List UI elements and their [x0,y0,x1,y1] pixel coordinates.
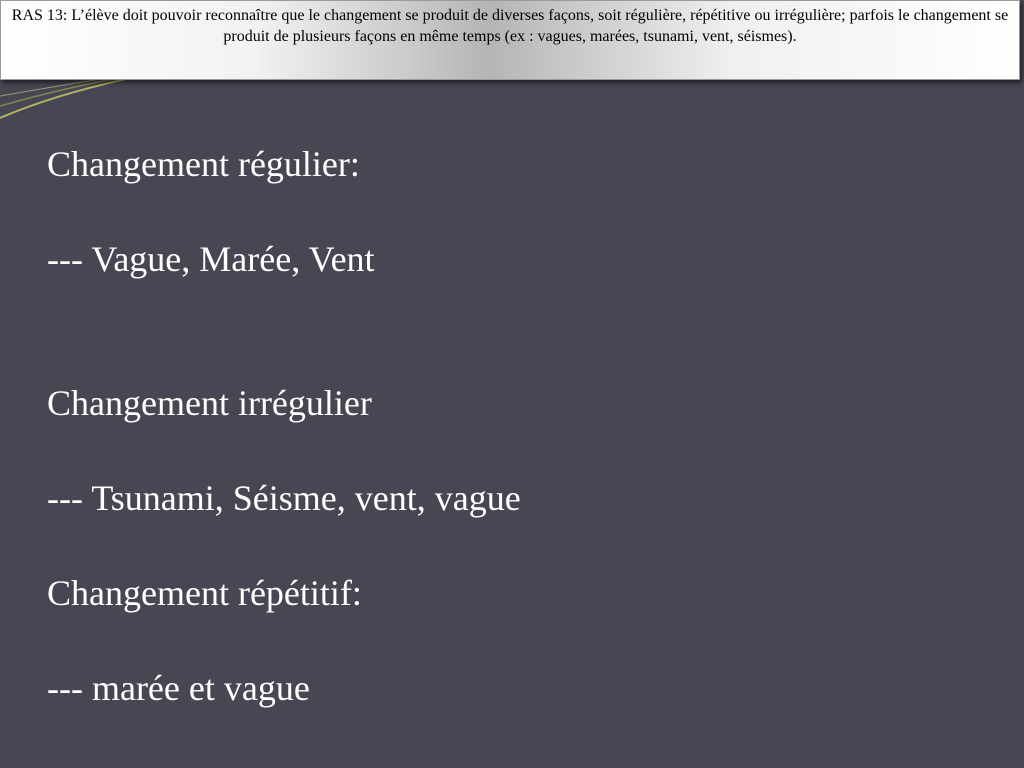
repetitive-change-examples: --- marée et vague [47,668,310,708]
regular-change-examples: --- Vague, Marée, Vent [47,239,375,279]
irregular-change-heading: Changement irrégulier [47,383,372,423]
learning-outcome-text: RAS 13: L’élève doit pouvoir reconnaître que le changement se produit de diverses façons, soit régulière, répétitive ou irrégulière; parfois le changement se produit de plusieurs façons en même temps (ex : vagues, marées, tsunami, vent, séismes). [11,7,1009,45]
learning-outcome-header [0,0,1020,80]
irregular-change-examples: --- Tsunami, Séisme, vent, vague [47,478,521,518]
repetitive-change-heading: Changement répétitif: [47,573,362,613]
regular-change-heading: Changement régulier: [47,144,360,184]
